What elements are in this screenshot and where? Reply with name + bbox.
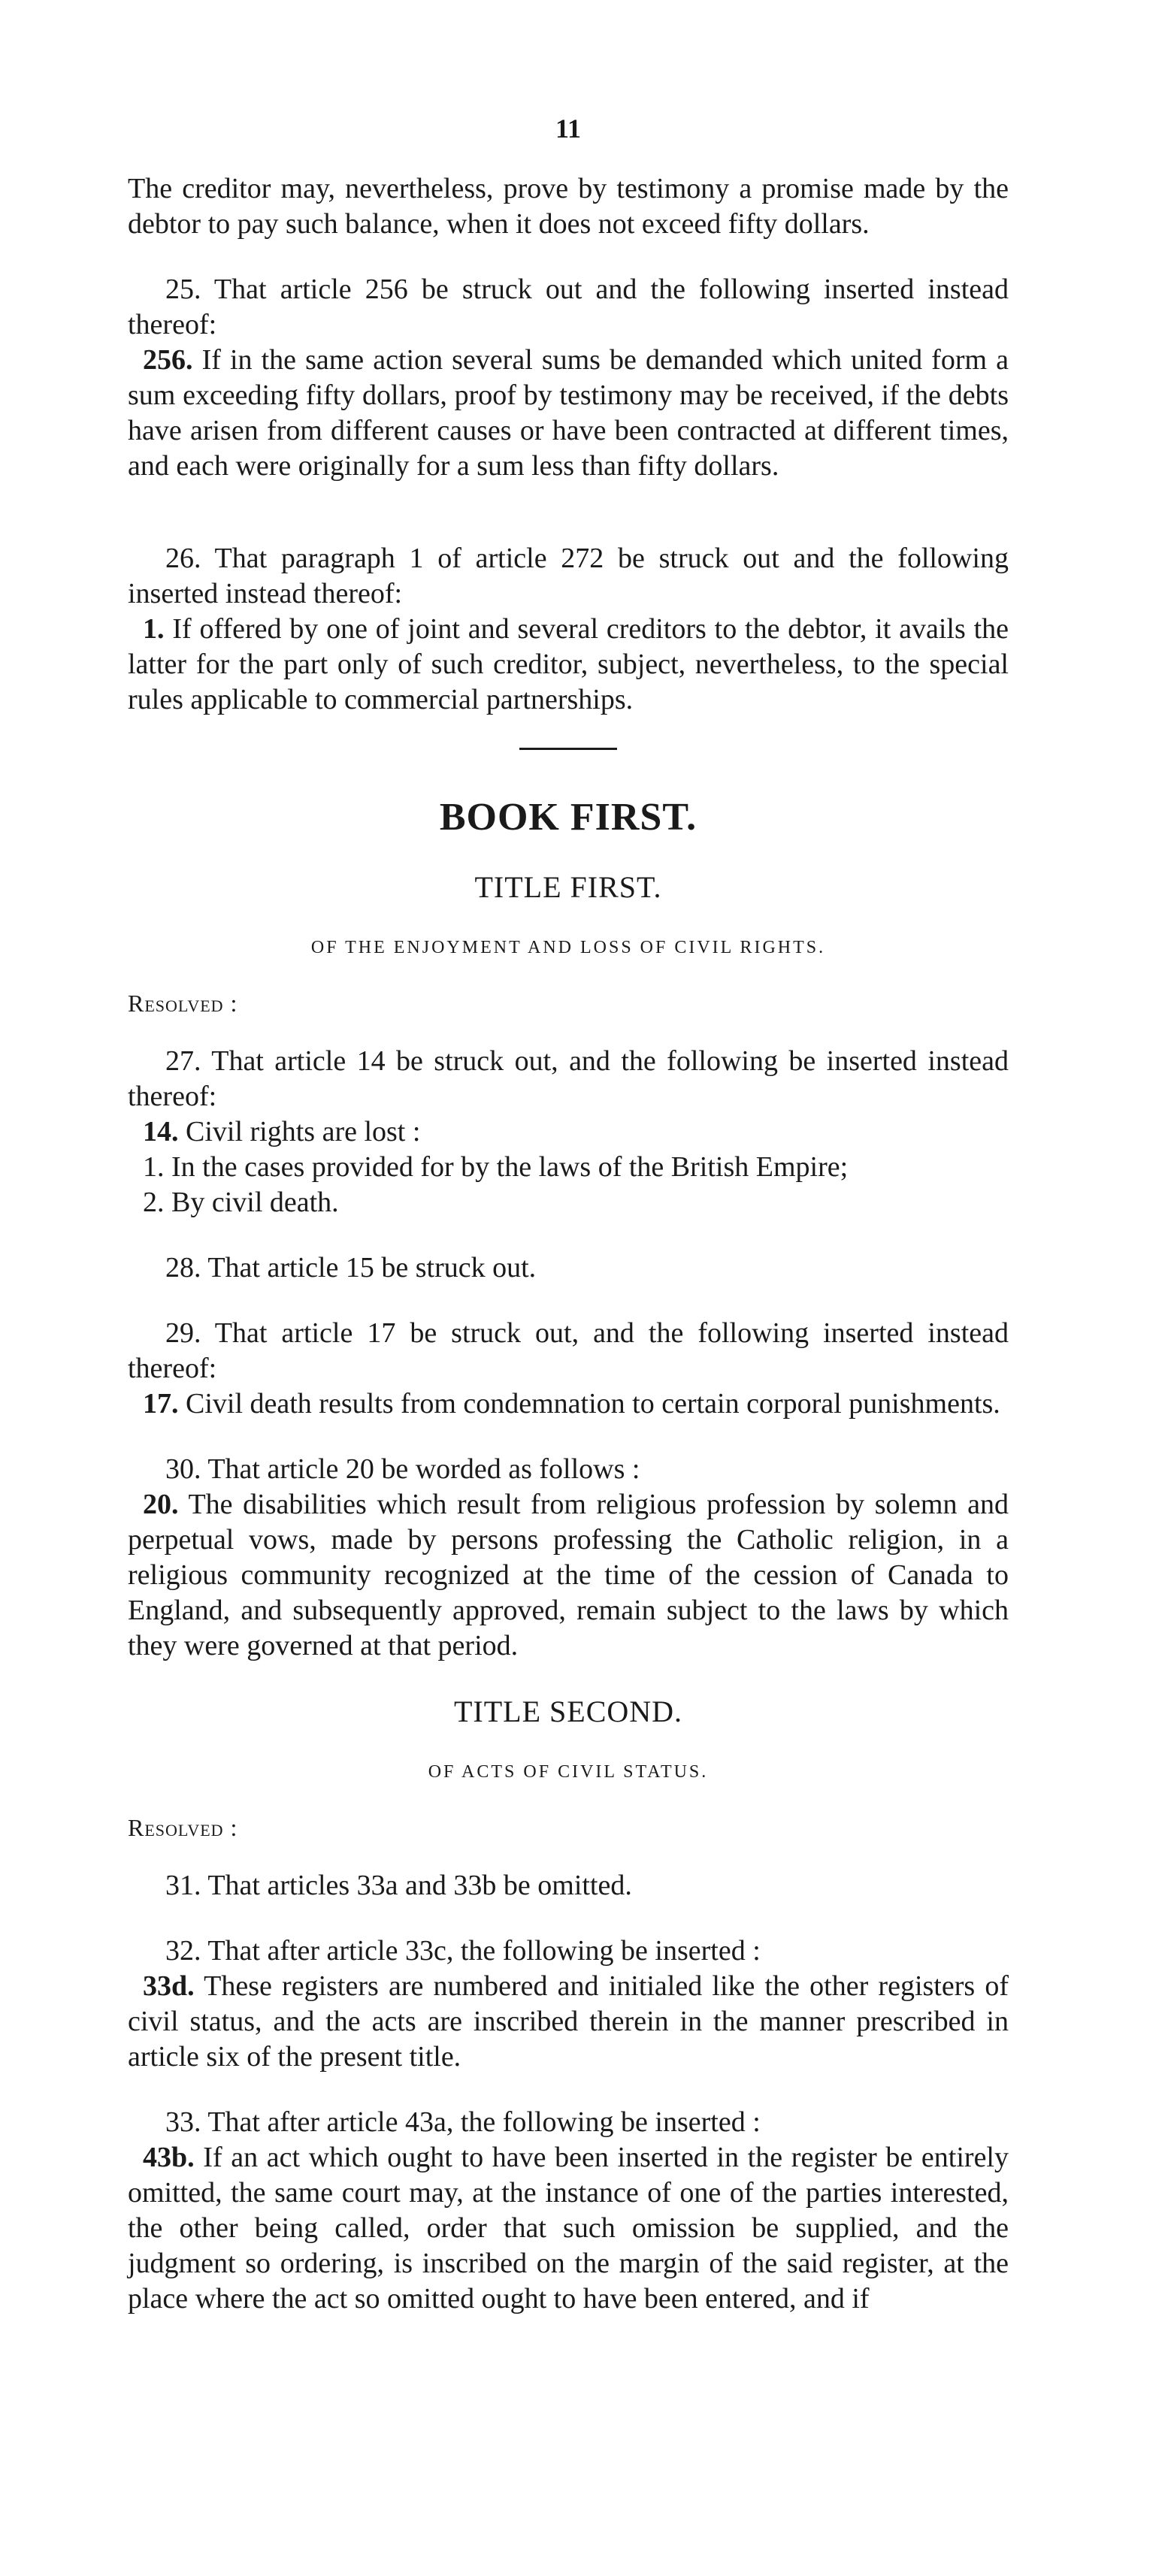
article-text: Civil death results from condemnation to certain corporal punishments. xyxy=(178,1388,1000,1420)
book-heading: BOOK FIRST. xyxy=(439,796,697,839)
article-text: Civil rights are lost : xyxy=(178,1116,421,1147)
list-item: 1. In the cases provided for by the laws of the British Empire; xyxy=(143,1151,849,1183)
article-number: 14. xyxy=(143,1116,179,1147)
resolution-25: 25. That article 256 be struck out and the following inserted instead thereof: xyxy=(128,274,1009,340)
article-number: 1. xyxy=(143,613,165,645)
title-first-heading: TITLE FIRST. xyxy=(474,870,662,904)
resolved-label: Resolved : xyxy=(128,1814,238,1841)
article-number: 17. xyxy=(143,1388,179,1420)
article-number: 20. xyxy=(143,1489,179,1520)
article-text: If offered by one of joint and several creditors to the debtor, it avails the latter for the part only of such creditor, subject, nevertheless, to the special rules applicable to commercial partnerships. xyxy=(128,613,1009,715)
resolution-33: 33. That after article 43a, the following be inserted : xyxy=(165,2106,761,2138)
resolved-label: Resolved : xyxy=(128,990,238,1017)
resolution-32: 32. That after article 33c, the following be inserted : xyxy=(165,1935,761,1967)
title-second-subheading: OF ACTS OF CIVIL STATUS. xyxy=(428,1762,709,1782)
resolution-31: 31. That articles 33a and 33b be omitted. xyxy=(165,1870,632,1901)
article-text: These registers are numbered and initialed like the other registers of civil status, and the acts are inscribed therein in the manner prescribed in article six of the present title. xyxy=(128,1970,1009,2073)
document-page xyxy=(128,113,1009,2317)
article-text: The disabilities which result from religious profession by solemn and perpetual vows, made by persons professing the Catholic religion, in a religious community recognized at the time of the cession of Canada to England, and subsequently approved, remain subject to the laws by which they were governed at that period. xyxy=(128,1489,1009,1661)
article-number: 33d. xyxy=(143,1970,195,2002)
article-256 xyxy=(128,343,1009,484)
article-20 xyxy=(128,1487,1009,1664)
title-first-subheading: OF THE ENJOYMENT AND LOSS OF CIVIL RIGHTS. xyxy=(310,938,826,957)
resolution-26: 26. That paragraph 1 of article 272 be struck out and the following inserted instead thereof: xyxy=(128,543,1009,609)
article-17 xyxy=(128,1386,1009,1422)
continuation-paragraph: The creditor may, nevertheless, prove by testimony a promise made by the debtor to pay such balance, when it does not exceed fifty dollars. xyxy=(128,173,1009,240)
article-14 xyxy=(128,1114,1009,1150)
title-second-heading: TITLE SECOND. xyxy=(453,1695,683,1728)
resolution-29: 29. That article 17 be struck out, and the following inserted instead thereof: xyxy=(128,1317,1009,1384)
resolution-27: 27. That article 14 be struck out, and the following be inserted instead thereof: xyxy=(128,1045,1009,1112)
paragraph-1-article-272 xyxy=(128,612,1009,718)
page-number: 11 xyxy=(555,113,581,144)
article-43b xyxy=(128,2140,1009,2317)
article-text: If in the same action several sums be demanded which united form a sum exceeding fifty dollars, proof by testimony may be received, if the debts have arisen from different causes or have been contracted at different times, and each were originally for a sum less than fifty dollars. xyxy=(128,344,1009,482)
article-number: 43b. xyxy=(143,2142,195,2173)
resolution-28: 28. That article 15 be struck out. xyxy=(165,1252,537,1283)
article-number: 256. xyxy=(143,344,193,376)
article-33d xyxy=(128,1969,1009,2075)
section-divider xyxy=(519,748,617,750)
article-text: If an act which ought to have been inserted in the register be entirely omitted, the same court may, at the instance of one of the parties interested, the other being called, order that such omission be supplied, and the judgment so ordering, is inscribed on the margin of the said register, at the place where the act so omitted ought to have been entered, and if xyxy=(128,2142,1009,2314)
list-item: 2. By civil death. xyxy=(143,1187,339,1218)
resolution-30: 30. That article 20 be worded as follows : xyxy=(165,1453,640,1485)
